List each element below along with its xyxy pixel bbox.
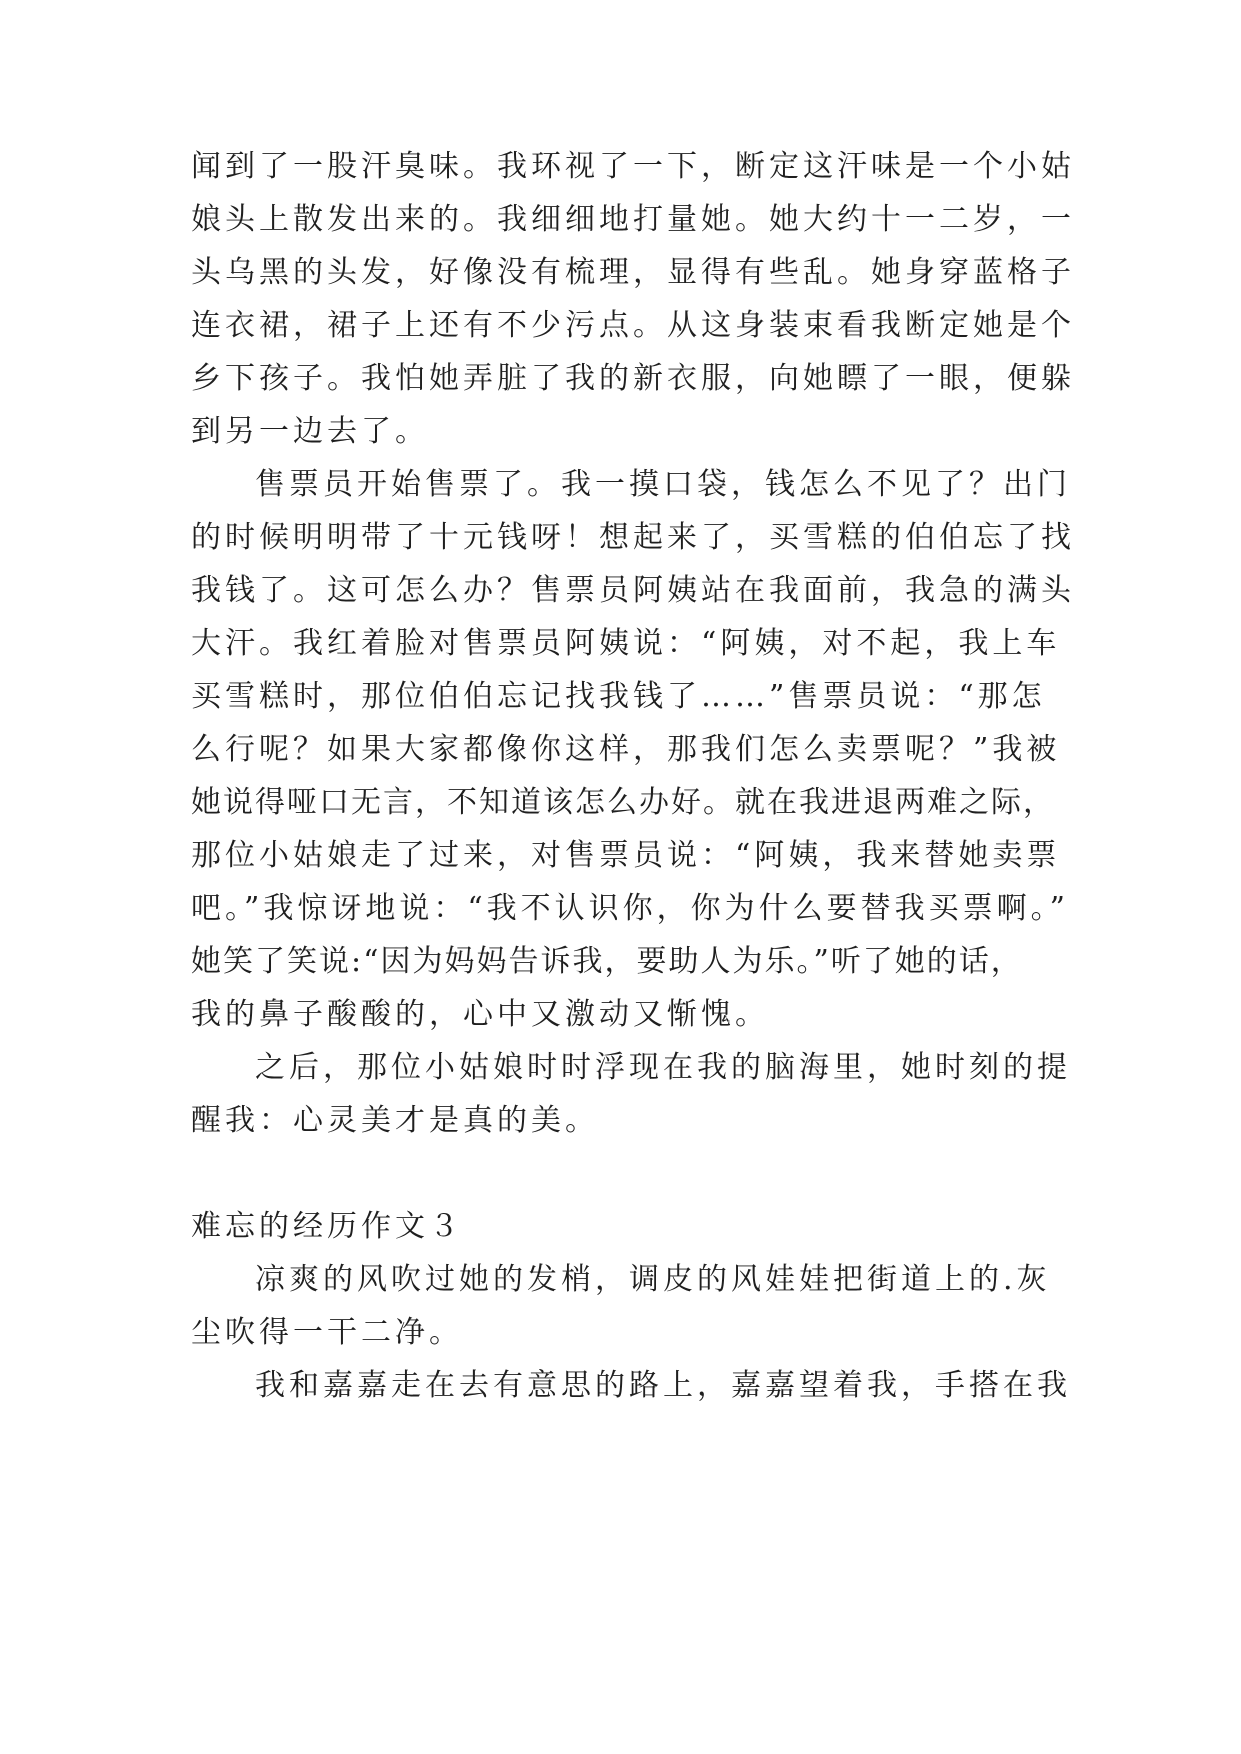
paragraph-2-line-7: 她说得哑口无言，不知道该怎么办好。就在我进退两难之际， bbox=[191, 785, 1055, 820]
paragraph-2-line-4: 大汗。我红着脸对售票员阿姨说：“阿姨，对不起，我上车 bbox=[191, 626, 1061, 661]
paragraph-2-line-8: 那位小姑娘走了过来，对售票员说：“阿姨，我来替她卖票 bbox=[191, 838, 1061, 873]
paragraph-2-line-5: 买雪糕时，那位伯伯忘记找我钱了……”售票员说：“那怎 bbox=[191, 679, 1046, 714]
paragraph-1-line-2: 娘头上散发出来的。我细细地打量她。她大约十一二岁，一 bbox=[191, 202, 1075, 237]
paragraph-2-line-3: 我钱了。这可怎么办？售票员阿姨站在我面前，我急的满头 bbox=[191, 573, 1075, 608]
paragraph-2-line-11: 我的鼻子酸酸的，心中又激动又惭愧。 bbox=[191, 997, 769, 1032]
paragraph-1-line-5: 乡下孩子。我怕她弄脏了我的新衣服，向她瞟了一眼，便躲 bbox=[191, 361, 1075, 396]
paragraph-2-line-1: 售票员开始售票了。我一摸口袋，钱怎么不见了？出门 bbox=[255, 467, 1071, 502]
paragraph-2-line-6: 么行呢？如果大家都像你这样，那我们怎么卖票呢？”我被 bbox=[191, 732, 1061, 767]
paragraph-3-line-1: 之后，那位小姑娘时时浮现在我的脑海里，她时刻的提 bbox=[255, 1050, 1071, 1085]
paragraph-2-line-9: 吧。”我惊讶地说：“我不认识你，你为什么要替我买票啊。” bbox=[191, 891, 1070, 926]
paragraph-1-line-6: 到另一边去了。 bbox=[191, 414, 429, 449]
paragraph-1-line-4: 连衣裙，裙子上还有不少污点。从这身装束看我断定她是个 bbox=[191, 308, 1075, 343]
paragraph-4-line-2: 尘吹得一干二净。 bbox=[191, 1315, 463, 1350]
section-heading: 难忘的经历作文３ bbox=[191, 1209, 463, 1244]
paragraph-4-line-1: 凉爽的风吹过她的发梢，调皮的风娃娃把街道上的.灰 bbox=[255, 1262, 1051, 1297]
paragraph-2-line-2: 的时候明明带了十元钱呀！想起来了，买雪糕的伯伯忘了找 bbox=[191, 520, 1075, 555]
paragraph-3-line-2: 醒我：心灵美才是真的美。 bbox=[191, 1103, 599, 1138]
paragraph-1-line-1: 闻到了一股汗臭味。我环视了一下，断定这汗味是一个小姑 bbox=[191, 149, 1075, 184]
paragraph-1-line-3: 头乌黑的头发，好像没有梳理，显得有些乱。她身穿蓝格子 bbox=[191, 255, 1075, 290]
paragraph-2-line-10: 她笑了笑说:“因为妈妈告诉我，要助人为乐。”听了她的话， bbox=[191, 944, 1023, 979]
paragraph-5-line-1: 我和嘉嘉走在去有意思的路上，嘉嘉望着我，手搭在我 bbox=[255, 1368, 1071, 1403]
